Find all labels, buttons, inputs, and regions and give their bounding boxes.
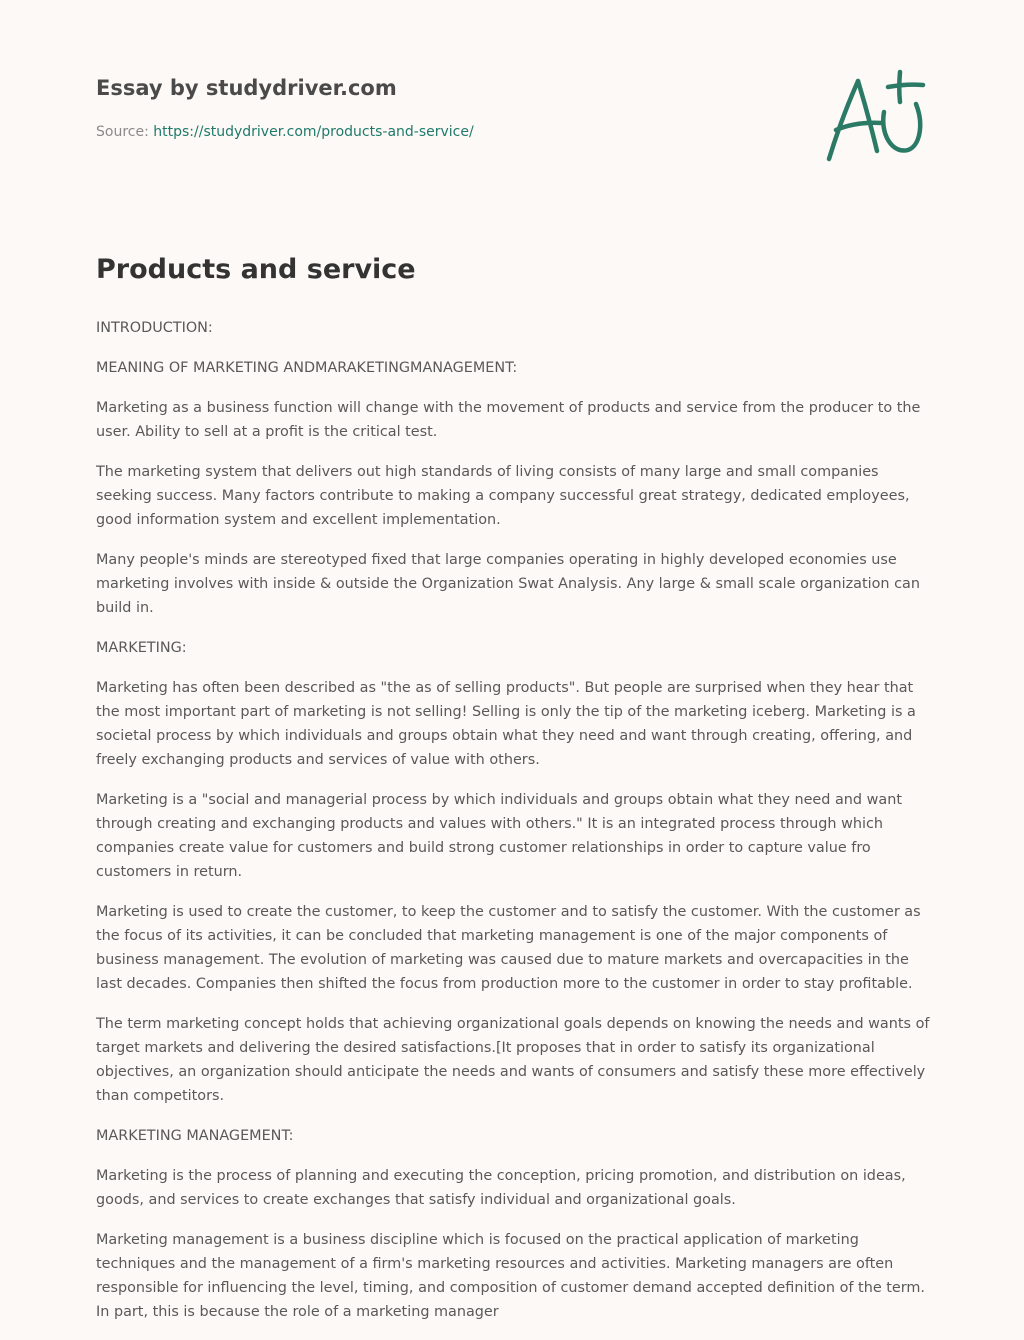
- paragraph: INTRODUCTION:: [96, 320, 213, 336]
- paragraph: Marketing management is a business discipline which is focused on the practical application of marketing techniques and the management of a firm's marketing resources and activities. Marketing managers are often responsible for influencing the level, timing, and composition of customer demand accepted definition of the term. In part, this is because the role of a marketing manager: [96, 1232, 925, 1320]
- source-link[interactable]: https://studydriver.com/products-and-service/: [153, 124, 474, 140]
- document-title: Products and service: [96, 254, 416, 285]
- paragraph: Marketing is used to create the customer, to keep the customer and to satisfy the customer. With the customer as the focus of its activities, it can be concluded that marketing management is one of the major components of business management. The evolution of marketing was caused due to mature markets and overcapacities in the last decades. Companies then shifted the focus from production more to the customer in order to stay profitable.: [96, 904, 921, 992]
- a-plus-logo-svg: [820, 66, 928, 166]
- paragraph: MARKETING:: [96, 640, 187, 656]
- document-body: [96, 316, 932, 1340]
- paragraph: The term marketing concept holds that achieving organizational goals depends on knowing the needs and wants of target markets and delivering the desired satisfactions.[It proposes that in order to satisfy its organizational objectives, an organization should anticipate the needs and wants of consumers and satisfy these more effectively than competitors.: [96, 1016, 930, 1104]
- site-header-title: Essay by studydriver.com: [96, 76, 397, 100]
- source-line: [96, 124, 474, 140]
- paragraph: Marketing is a "social and managerial process by which individuals and groups obtain what they need and want through creating and exchanging products and values with others." It is an integrated process through which companies create value for customers and build strong customer relationships in order to capture value fro customers in return.: [96, 792, 902, 880]
- a-plus-logo-icon: [820, 66, 928, 166]
- paragraph: Many people's minds are stereotyped fixed that large companies operating in highly developed economies use marketing involves with inside & outside the Organization Swat Analysis. Any large & small scale organization can build in.: [96, 552, 920, 616]
- paragraph: Marketing as a business function will change with the movement of products and service from the producer to the user. Ability to sell at a profit is the critical test.: [96, 400, 921, 440]
- source-label: Source:: [96, 124, 149, 140]
- paragraph: MARKETING MANAGEMENT:: [96, 1128, 294, 1144]
- paragraph: MEANING OF MARKETING ANDMARAKETINGMANAGEMENT:: [96, 360, 518, 376]
- paragraph: Marketing is the process of planning and executing the conception, pricing promotion, and distribution on ideas, goods, and services to create exchanges that satisfy individual and organizational goals.: [96, 1168, 906, 1208]
- paragraph: Marketing has often been described as "the as of selling products". But people are surprised when they hear that the most important part of marketing is not selling! Selling is only the tip of the marketing iceberg. Marketing is a societal process by which individuals and groups obtain what they need and want through creating, offering, and freely exchanging products and services of value with others.: [96, 680, 916, 768]
- paragraph: The marketing system that delivers out high standards of living consists of many large and small companies seeking success. Many factors contribute to making a company successful great strategy, dedicated employees, good information system and excellent implementation.: [96, 464, 910, 528]
